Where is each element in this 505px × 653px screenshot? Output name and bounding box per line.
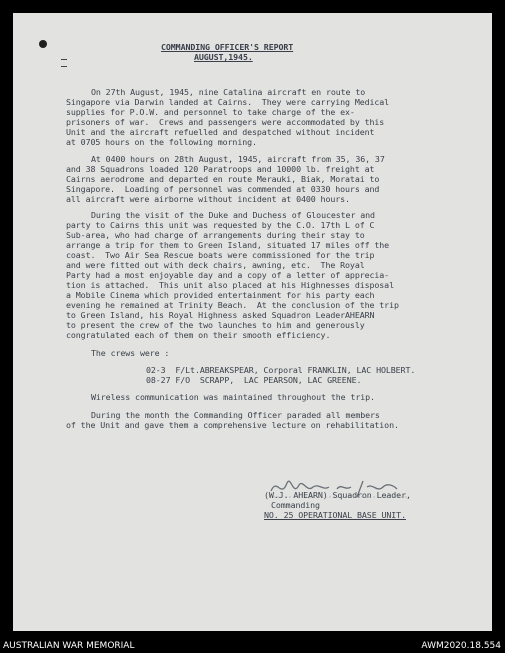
archive-footer xyxy=(0,640,505,653)
paragraph-line: tion is attached. This unit also placed at his Highnesses disposal xyxy=(66,280,394,290)
report-title: COMMANDING OFFICER'S REPORT xyxy=(161,42,294,52)
margin-mark xyxy=(61,59,67,60)
handwritten-signature xyxy=(267,473,417,503)
paragraph-line: evening he remained at Trinity Beach. At the conclusion of the trip xyxy=(66,300,399,310)
paragraph-line: prisoners of war. Crews and passengers were accommodated by this xyxy=(66,117,385,127)
closing-line: During the month the Commanding Officer paraded all members xyxy=(91,410,380,420)
punch-hole xyxy=(39,40,47,48)
paragraph-line: supplies for P.O.W. and personnel to take charge of the ex- xyxy=(66,107,355,117)
footer-institution: AUSTRALIAN WAR MEMORIAL xyxy=(3,641,135,651)
paragraph-line: to Green Island, his Royal Highness asked Squadron LeaderAHEARN xyxy=(66,310,375,320)
paragraph-line: Sub-area, who had charge of arrangements during their stay to xyxy=(66,230,365,240)
footer-accession-number: AWM2020.18.554 xyxy=(421,641,501,651)
paragraph-line: Unit and the aircraft refuelled and despatched without incident xyxy=(66,127,375,137)
paragraph-line: congratulated each of them on their smooth efficiency. xyxy=(66,330,331,340)
crew-line: 08-27 F/O SCRAPP, LAC PEARSON, LAC GREENE. xyxy=(146,375,362,385)
paragraph-line: and 38 Squadrons loaded 120 Paratroops and 10000 lb. freight at xyxy=(66,164,375,174)
paragraph-line: arrange a trip for them to Green Island, situated 17 miles off the xyxy=(66,240,390,250)
paragraph-line: Party had a most enjoyable day and a copy of a letter of apprecia- xyxy=(66,270,390,280)
paragraph-line: Singapore via Darwin landed at Cairns. They were carrying Medical xyxy=(66,97,390,107)
crews-label: The crews were : xyxy=(91,348,170,358)
paragraph-line: During the visit of the Duke and Duchess of Gloucester and xyxy=(91,210,375,220)
closing-line: of the Unit and gave them a comprehensive lecture on rehabilitation. xyxy=(66,420,399,430)
paragraph-line: Singapore. Loading of personnel was commended at 0330 hours and xyxy=(66,184,380,194)
paragraph-line: to present the crew of the two launches to him and generously xyxy=(66,320,365,330)
wireless-line: Wireless communication was maintained throughout the trip. xyxy=(91,392,375,402)
document-page xyxy=(13,13,492,631)
paragraph-line: all aircraft were airborne without incident at 0400 hours. xyxy=(66,194,350,204)
margin-mark xyxy=(61,66,67,67)
paragraph-line: Cairns aerodrome and departed en route Merauki, Biak, Moratai to xyxy=(66,174,380,184)
crew-line: 02-3 F/Lt.ABREAKSPEAR, Corporal FRANKLIN, LAC HOLBERT. xyxy=(146,365,416,375)
signatory-role: Commanding xyxy=(271,500,320,510)
paragraph-line: at 0705 hours on the following morning. xyxy=(66,137,257,147)
signatory-name: (W.J. AHEARN) Squadron Leader, xyxy=(264,490,411,500)
paragraph-line: coast. Two Air Sea Rescue boats were commissioned for the trip xyxy=(66,250,375,260)
paragraph-line: At 0400 hours on 28th August, 1945, aircraft from 35, 36, 37 xyxy=(91,154,385,164)
signatory-unit: NO. 25 OPERATIONAL BASE UNIT. xyxy=(264,510,406,520)
report-subtitle: AUGUST,1945. xyxy=(194,52,253,62)
paragraph-line: party to Cairns this unit was requested by the C.O. 17th L of C xyxy=(66,220,375,230)
paragraph-line: and were fitted out with deck chairs, awning, etc. The Royal xyxy=(66,260,365,270)
paragraph-line: a Mobile Cinema which provided entertainment for his party each xyxy=(66,290,375,300)
paragraph-line: On 27th August, 1945, nine Catalina aircraft en route to xyxy=(91,87,366,97)
